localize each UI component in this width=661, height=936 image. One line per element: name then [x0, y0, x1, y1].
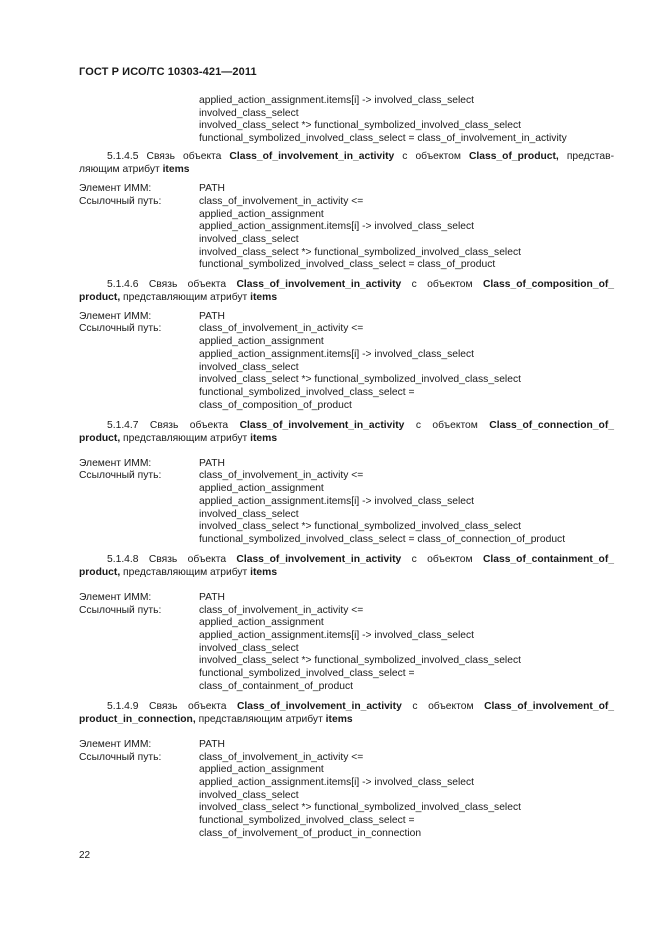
label-reference-path: Ссылочный путь:	[79, 470, 162, 481]
section-heading-5-1-4-5: 5.1.4.5 Связь объекта Class_of_involvement_in_activity с объектом Class_of_product, представ- ляющим атрибут items	[79, 151, 615, 175]
label-element-imm: Элемент ИММ:	[79, 183, 152, 194]
label-element-imm: Элемент ИММ:	[79, 458, 152, 469]
label-element-imm: Элемент ИММ:	[79, 592, 152, 603]
path-line: involved_class_select	[199, 108, 299, 119]
section-heading-5-1-4-7: 5.1.4.7 Связь объекта Class_of_involvement_in_activity с объектом Class_of_connection_of_ product, представляющим атрибут items	[79, 420, 615, 444]
value-element-imm: PATH	[199, 739, 225, 750]
path-line: involved_class_select	[199, 790, 299, 801]
label-element-imm: Элемент ИММ:	[79, 311, 152, 322]
path-line: involved_class_select	[199, 362, 299, 373]
page-number: 22	[79, 850, 91, 861]
path-line: class_of_involvement_in_activity <=	[199, 752, 364, 763]
path-line: involved_class_select	[199, 643, 299, 654]
section-heading-5-1-4-9: 5.1.4.9 Связь объекта Class_of_involvement_in_activity с объектом Class_of_involvement_of_ product_in_connection, представляющим атрибут items	[79, 701, 615, 725]
path-line: class_of_involvement_in_activity <=	[199, 196, 364, 207]
path-line: class_of_containment_of_product	[199, 681, 353, 692]
path-line: involved_class_select *> functional_symbolized_involved_class_select	[199, 655, 521, 666]
value-element-imm: PATH	[199, 458, 225, 469]
value-element-imm: PATH	[199, 592, 225, 603]
document-header: ГОСТ Р ИСО/ТС 10303-421—2011	[79, 66, 257, 78]
label-reference-path: Ссылочный путь:	[79, 752, 162, 763]
path-line: applied_action_assignment.items[i] -> involved_class_select	[199, 95, 475, 106]
section-heading-5-1-4-8: 5.1.4.8 Связь объекта Class_of_involvement_in_activity с объектом Class_of_containment_of_ product, представляющим атрибут items	[79, 554, 614, 578]
path-line: class_of_involvement_in_activity <=	[199, 470, 364, 481]
path-line: involved_class_select	[199, 234, 299, 245]
path-line: functional_symbolized_involved_class_select = class_of_involvement_in_activity	[199, 133, 567, 144]
path-line: class_of_involvement_in_activity <=	[199, 605, 364, 616]
path-line: applied_action_assignment	[199, 483, 324, 494]
path-line: involved_class_select	[199, 509, 299, 520]
path-line: class_of_involvement_of_product_in_connection	[199, 828, 422, 839]
path-line: involved_class_select *> functional_symbolized_involved_class_select	[199, 247, 521, 258]
path-line: functional_symbolized_involved_class_select = class_of_product	[199, 259, 496, 270]
path-line: functional_symbolized_involved_class_select =	[199, 668, 415, 679]
path-line: involved_class_select *> functional_symbolized_involved_class_select	[199, 802, 521, 813]
path-line: applied_action_assignment.items[i] -> involved_class_select	[199, 630, 475, 641]
path-line: functional_symbolized_involved_class_select =	[199, 387, 415, 398]
path-line: class_of_composition_of_product	[199, 400, 352, 411]
path-line: involved_class_select *> functional_symbolized_involved_class_select	[199, 521, 521, 532]
path-line: applied_action_assignment	[199, 336, 324, 347]
label-reference-path: Ссылочный путь:	[79, 323, 162, 334]
path-line: applied_action_assignment	[199, 617, 324, 628]
label-reference-path: Ссылочный путь:	[79, 196, 162, 207]
path-line: class_of_involvement_in_activity <=	[199, 323, 364, 334]
path-line: applied_action_assignment.items[i] -> involved_class_select	[199, 777, 475, 788]
path-line: applied_action_assignment.items[i] -> involved_class_select	[199, 496, 475, 507]
path-line: applied_action_assignment.items[i] -> involved_class_select	[199, 349, 475, 360]
path-line: applied_action_assignment	[199, 209, 324, 220]
section-heading-5-1-4-6: 5.1.4.6 Связь объекта Class_of_involvement_in_activity с объектом Class_of_composition_of_ product, представляющим атрибут items	[79, 279, 615, 303]
label-reference-path: Ссылочный путь:	[79, 605, 162, 616]
value-element-imm: PATH	[199, 311, 225, 322]
value-element-imm: PATH	[199, 183, 225, 194]
label-element-imm: Элемент ИММ:	[79, 739, 152, 750]
path-line: functional_symbolized_involved_class_select =	[199, 815, 415, 826]
path-line: involved_class_select *> functional_symbolized_involved_class_select	[199, 120, 521, 131]
path-line: functional_symbolized_involved_class_select = class_of_connection_of_product	[199, 534, 566, 545]
path-line: involved_class_select *> functional_symbolized_involved_class_select	[199, 374, 521, 385]
path-line: applied_action_assignment	[199, 764, 324, 775]
path-line: applied_action_assignment.items[i] -> involved_class_select	[199, 221, 475, 232]
